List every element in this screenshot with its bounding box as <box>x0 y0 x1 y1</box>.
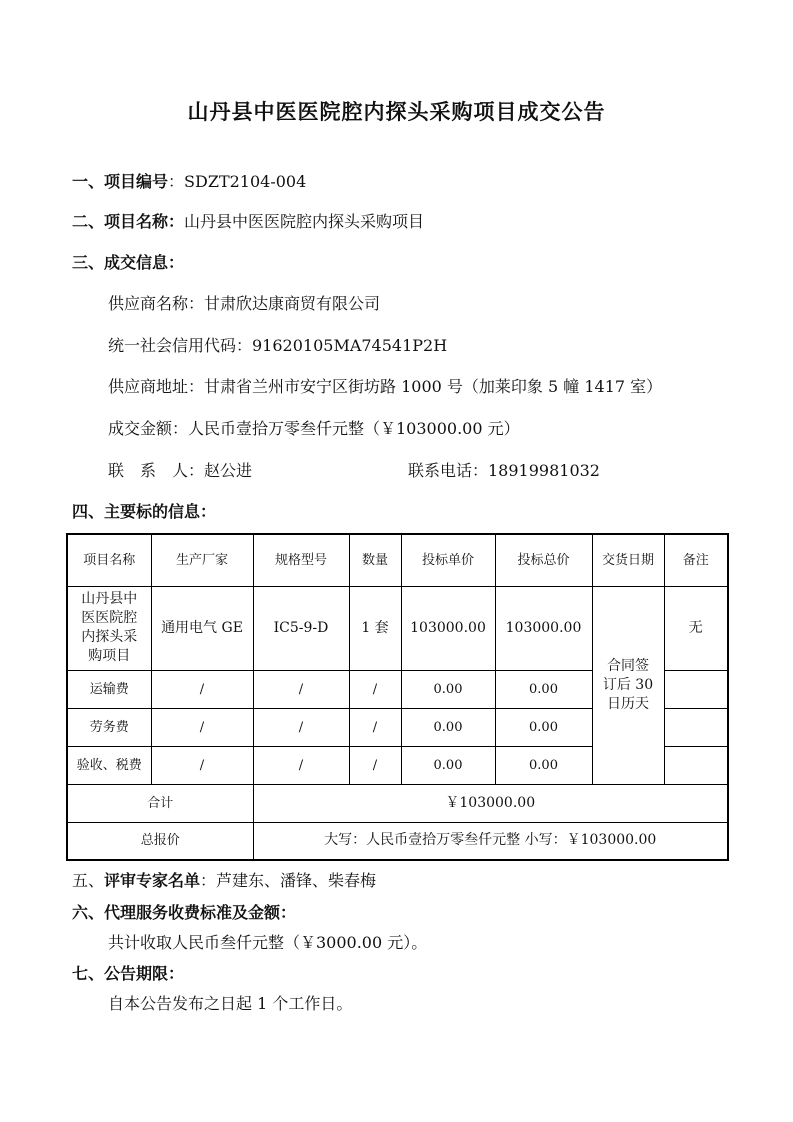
manufacturer-cell: / <box>151 746 253 784</box>
section-heading: 评审专家名单 <box>104 871 201 890</box>
delivery-line: 日历天 <box>607 695 649 712</box>
section-heading: 一、项目编号 <box>72 172 169 191</box>
qty-cell: / <box>349 746 401 784</box>
header-cell: 规格型号 <box>253 534 349 586</box>
section-heading: 六、代理服务收费标准及金额： <box>72 903 297 922</box>
total-price-cell: 0.00 <box>495 746 592 784</box>
sum-label-cell: 合计 <box>67 784 253 822</box>
fee-name-cell: 运输费 <box>67 670 151 708</box>
manufacturer-cell: / <box>151 708 253 746</box>
expert-names: 芦建东、潘锋、柴春梅 <box>216 871 377 890</box>
delivery-date-cell <box>592 586 664 784</box>
model-cell: / <box>253 746 349 784</box>
sum-value-cell: ￥103000.00 <box>253 784 728 822</box>
item-name-cell <box>67 586 151 670</box>
qty-cell: / <box>349 670 401 708</box>
section-main-items <box>72 499 216 522</box>
unit-price-cell: 0.00 <box>401 708 495 746</box>
model-cell: / <box>253 708 349 746</box>
quote-label-cell: 总报价 <box>67 822 253 860</box>
manufacturer-cell: 通用电气 GE <box>151 586 253 670</box>
section-heading: 三、成交信息： <box>72 253 185 272</box>
table-quote-row <box>67 822 728 860</box>
table-sum-row <box>67 784 728 822</box>
table-header-row <box>67 534 728 586</box>
section-project-number <box>72 169 306 192</box>
manufacturer-cell: / <box>151 670 253 708</box>
remark-cell <box>664 746 728 784</box>
bid-table <box>66 533 729 861</box>
deal-amount: 成交金额：人民币壹拾万零叁仟元整（￥103000.00 元） <box>108 419 520 438</box>
unit-price-cell: 0.00 <box>401 670 495 708</box>
section-project-name <box>72 209 424 232</box>
quote-value-cell: 大写：人民币壹拾万零叁仟元整 小写：￥103000.00 <box>253 822 728 860</box>
table-row <box>67 586 728 670</box>
header-cell: 数量 <box>349 534 401 586</box>
project-number-value: SDZT2104-004 <box>184 172 307 191</box>
fee-name-cell: 劳务费 <box>67 708 151 746</box>
delivery-line: 合同签 <box>607 657 649 674</box>
colon: ： <box>168 172 185 191</box>
qty-cell: / <box>349 708 401 746</box>
section-deal-info <box>72 250 184 273</box>
delivery-line: 订后 30 <box>602 676 654 693</box>
header-cell: 交货日期 <box>592 534 664 586</box>
header-cell: 投标总价 <box>495 534 592 586</box>
header-cell: 生产厂家 <box>151 534 253 586</box>
agency-fee-value: 共计收取人民币叁仟元整（￥3000.00 元）。 <box>108 933 428 952</box>
section-heading: 七、公告期限： <box>72 964 185 983</box>
remark-cell: 无 <box>664 586 728 670</box>
supplier-name: 供应商名称：甘肃欣达康商贸有限公司 <box>108 294 381 313</box>
credit-code: 统一社会信用代码：91620105MA74541P2H <box>108 336 448 355</box>
total-price-cell: 0.00 <box>495 670 592 708</box>
section-heading: 二、项目名称： <box>72 212 185 231</box>
header-cell: 项目名称 <box>67 534 151 586</box>
contact-person: 联 系 人：赵公进 <box>108 461 253 480</box>
supplier-address: 供应商地址：甘肃省兰州市安宁区街坊路 1000 号（加莱印象 5 幢 1417 室） <box>108 377 663 396</box>
total-price-cell: 103000.00 <box>495 586 592 670</box>
section-experts <box>72 868 376 891</box>
model-cell: IC5-9-D <box>253 586 349 670</box>
project-name-value: 山丹县中医医院腔内探头采购项目 <box>184 212 425 231</box>
unit-price-cell: 103000.00 <box>401 586 495 670</box>
notice-period-value: 自本公告发布之日起 1 个工作日。 <box>108 994 353 1013</box>
unit-price-cell: 0.00 <box>401 746 495 784</box>
fee-name-cell: 验收、税费 <box>67 746 151 784</box>
item-name-line: 医医院腔 <box>81 610 138 626</box>
header-cell: 备注 <box>664 534 728 586</box>
header-cell: 投标单价 <box>401 534 495 586</box>
item-name-line: 内探头采 <box>81 629 138 645</box>
model-cell: / <box>253 670 349 708</box>
remark-cell <box>664 708 728 746</box>
document-title: 山丹县中医医院腔内探头采购项目成交公告 <box>187 100 606 124</box>
qty-cell: 1 套 <box>349 586 401 670</box>
item-name-line: 购项目 <box>88 648 131 664</box>
section-agency-fee <box>72 900 296 923</box>
colon: ： <box>200 871 217 890</box>
remark-cell <box>664 670 728 708</box>
section-notice-period <box>72 961 184 984</box>
section-heading: 四、主要标的信息： <box>72 502 217 521</box>
contact-phone: 联系电话：18919981032 <box>408 461 600 480</box>
total-price-cell: 0.00 <box>495 708 592 746</box>
item-name-line: 山丹县中 <box>81 591 138 607</box>
section-prefix: 五、 <box>72 871 105 890</box>
